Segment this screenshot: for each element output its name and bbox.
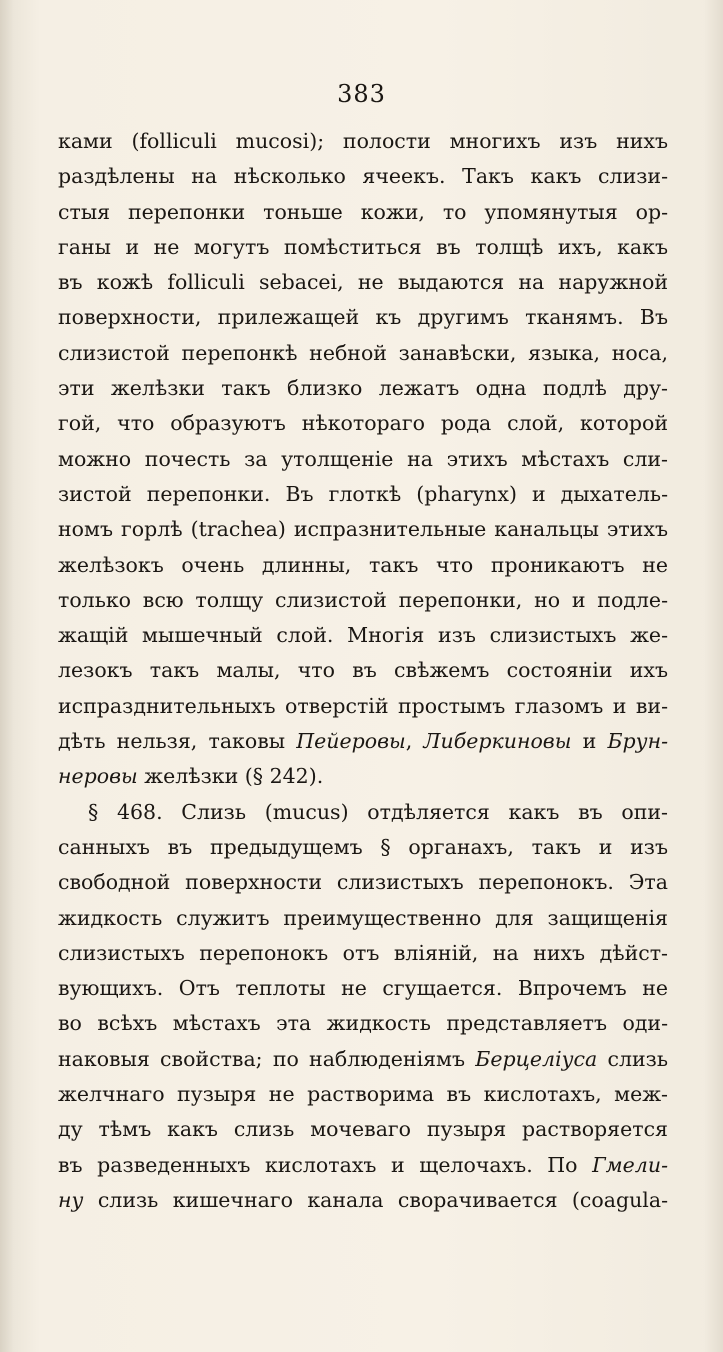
text-run: жидкость служитъ преимущественно для защищенія: [58, 905, 668, 930]
text-run: вующихъ. Отъ теплоты не сгущается. Впрочемъ не: [58, 976, 668, 1001]
italic-name: неровы: [58, 764, 138, 789]
text-line: [58, 265, 668, 300]
text-line: [58, 195, 668, 230]
text-line: [58, 124, 668, 159]
text-line: [58, 159, 668, 194]
text-line: [58, 795, 668, 830]
text-line: [58, 653, 668, 688]
text-line: [58, 1148, 668, 1183]
text-run: ками (folliculi mucosi); полости многихъ изъ нихъ: [58, 129, 668, 153]
text-line: [58, 1077, 668, 1112]
text-line: [58, 1042, 668, 1077]
text-run: дѣть нельзя, таковы: [58, 729, 297, 754]
page-number: 383: [337, 80, 386, 108]
text-run: свободной поверхности слизистыхъ перепонокъ. Эта: [58, 870, 668, 895]
text-line: [58, 1006, 668, 1041]
text-run: слизь кишечнаго канала сворачивается (coagula-: [83, 1187, 668, 1212]
italic-name: Брун-: [607, 729, 668, 754]
text-run: номъ горлѣ (trachea) испразнительные канальцы этихъ: [58, 517, 668, 542]
text-run: раздѣлены на нѣсколько ячеекъ. Такъ какъ слизи-: [58, 164, 668, 189]
page-edge-shadow: [705, 0, 723, 1352]
text-run: поверхности, прилежащей къ другимъ тканямъ. Въ: [58, 305, 668, 330]
text-run: ду тѣмъ какъ слизь мочеваго пузыря растворяется: [58, 1117, 668, 1142]
text-line: [58, 1112, 668, 1147]
text-line: [58, 371, 668, 406]
text-run: слизь: [597, 1046, 668, 1071]
italic-name: ну: [58, 1187, 84, 1212]
text-run: гой, что образуютъ нѣкотораго рода слой, которой: [58, 411, 668, 436]
italic-name: Гмели-: [592, 1152, 668, 1177]
text-run: слизистыхъ перепонокъ отъ вліяній, на нихъ дѣйст-: [58, 940, 668, 965]
text-line: [58, 548, 668, 583]
text-line: [58, 689, 668, 724]
text-run: въ кожѣ folliculi sebacei, не выдаются на наружной: [58, 270, 668, 295]
text-run: эти желѣзки такъ близко лежатъ одна подлѣ дру-: [58, 376, 668, 401]
text-line: [58, 724, 668, 759]
text-line: [58, 477, 668, 512]
italic-name: Либеркиновы: [423, 729, 572, 754]
text-line: [58, 406, 668, 441]
text-line: [58, 759, 668, 794]
text-line: [58, 583, 668, 618]
text-line: [58, 618, 668, 653]
text-run: ,: [405, 729, 424, 754]
text-line: [58, 830, 668, 865]
text-line: [58, 971, 668, 1006]
text-run: слизистой перепонкѣ небной занавѣски, языка, носа,: [58, 340, 668, 365]
text-line: [58, 865, 668, 900]
text-line: [58, 442, 668, 477]
body-text: [58, 124, 668, 1218]
text-run: зистой перепонки. Въ глоткѣ (pharynx) и дыхатель-: [58, 481, 668, 506]
text-run: § 468. Слизь (mucus) отдѣляется какъ въ опи-: [88, 799, 668, 824]
text-line: [58, 936, 668, 971]
text-line: [58, 230, 668, 265]
text-run: можно почесть за утолщеніе на этихъ мѣстахъ сли-: [58, 446, 668, 471]
text-line: [58, 1183, 668, 1218]
text-run: санныхъ въ предыдущемъ § органахъ, такъ и изъ: [58, 834, 668, 859]
text-run: и: [571, 729, 608, 754]
italic-name: Пейеровы: [296, 729, 406, 754]
text-line: [58, 336, 668, 371]
text-run: во всѣхъ мѣстахъ эта жидкость представляетъ оди-: [58, 1011, 668, 1036]
text-line: [58, 901, 668, 936]
text-line: [58, 300, 668, 335]
text-line: [58, 512, 668, 547]
text-run: желчнаго пузыря не растворима въ кислотахъ, меж-: [58, 1082, 668, 1107]
text-run: испразднительныхъ отверстій простымъ глазомъ и ви-: [58, 693, 668, 718]
text-run: жащій мышечный слой. Многія изъ слизистыхъ же-: [58, 623, 668, 648]
text-run: въ разведенныхъ кислотахъ и щелочахъ. По: [58, 1152, 593, 1177]
text-run: только всю толщу слизистой перепонки, но и подле-: [58, 587, 668, 612]
text-run: желѣзокъ очень длинны, такъ что проникаютъ не: [58, 552, 668, 577]
text-run: ганы и не могутъ помѣститься въ толщѣ ихъ, какъ: [58, 234, 668, 259]
italic-name: Берцеліуса: [475, 1046, 598, 1071]
text-run: стыя перепонки тоньше кожи, то упомянутыя ор-: [58, 199, 668, 224]
text-run: желѣзки (§ 242).: [137, 764, 324, 789]
text-run: наковыя свойства; по наблюденіямъ: [58, 1046, 476, 1071]
text-run: лезокъ такъ малы, что въ свѣжемъ состояніи ихъ: [58, 658, 668, 683]
